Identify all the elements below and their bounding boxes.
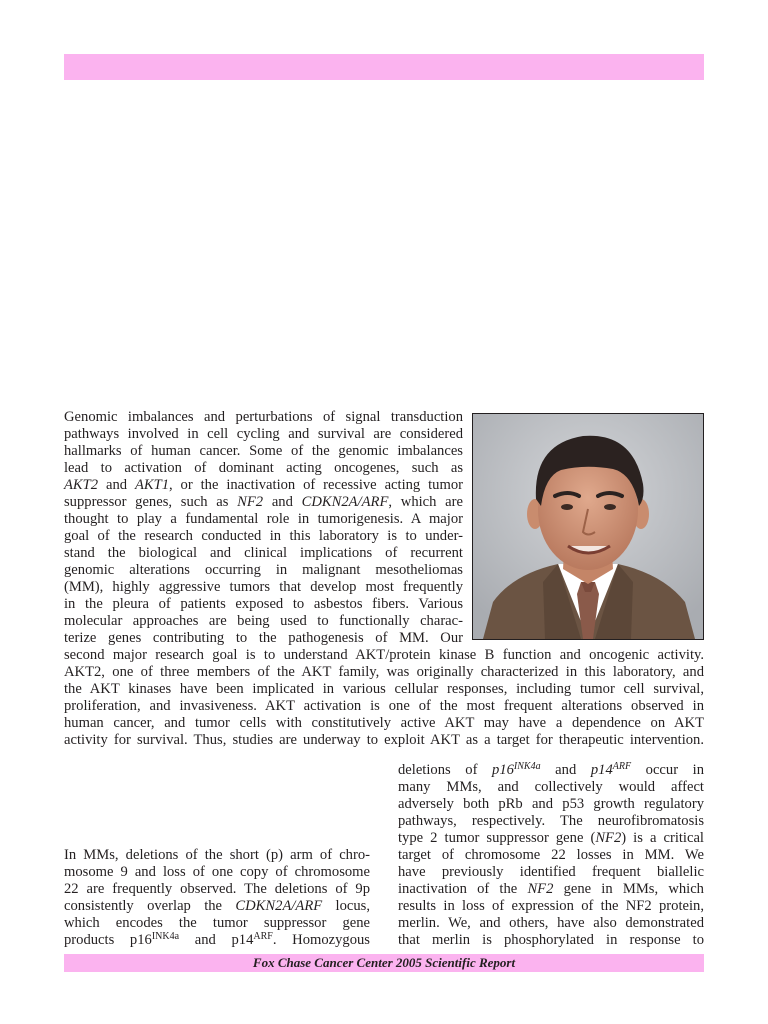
text-line: molecular approaches are being used to functionally charac-: [64, 613, 463, 629]
text-line: proliferation, and invasiveness. AKT activation is one of the most frequent alterations observed in: [64, 698, 704, 714]
text-line: [398, 830, 704, 847]
superscript-text: INK4a: [513, 761, 541, 772]
text-run: type 2 tumor suppressor gene (: [398, 830, 596, 846]
text-line: [398, 881, 704, 898]
text-line: which encodes the tumor suppressor gene: [64, 915, 370, 931]
footer-title: Fox Chase Cancer Center 2005 Scientific Report: [252, 955, 516, 970]
text-run: locus,: [322, 898, 370, 914]
left-column-paragraph: [64, 847, 370, 949]
text-run: , or the inactivation of recessive acting tumor: [169, 477, 463, 493]
text-run: and: [540, 762, 591, 778]
gene-name: AKT1: [134, 477, 169, 493]
text-line: many MMs, and collectively would affect: [398, 779, 704, 795]
text-line: that merlin is phosphorylated in response to: [398, 932, 704, 948]
superscript: [514, 761, 541, 772]
text-line: hallmarks of human cancer. Some of the genomic imbalances: [64, 443, 463, 459]
text-line: genomic alterations occurring in malignant mesotheliomas: [64, 562, 463, 578]
text-line: [64, 494, 463, 511]
text-run: suppressor genes, such as: [64, 494, 238, 510]
text-line: 22 are frequently observed. The deletions of 9p: [64, 881, 370, 897]
text-line: goal of the research conducted in this laboratory is to under-: [64, 528, 463, 544]
text-line: target of chromosome 22 losses in MM. We: [398, 847, 704, 863]
text-run: ) is a critical: [621, 830, 704, 846]
text-run: gene in MMs, which: [553, 881, 704, 897]
gene-name: p14: [590, 762, 613, 778]
text-line: terize genes contributing to the pathogenesis of MM. Our: [64, 630, 463, 646]
superscript: ARF: [253, 931, 273, 942]
text-run: products p16: [64, 932, 152, 948]
text-line: in the pleura of patients exposed to asbestos fibers. Various: [64, 596, 463, 612]
gene-name: NF2: [527, 881, 554, 897]
text-run: and: [263, 494, 302, 510]
intro-paragraph-continued: [64, 647, 704, 749]
gene-name: NF2: [595, 830, 622, 846]
superscript: INK4a: [151, 931, 180, 942]
gene-name: NF2: [237, 494, 264, 510]
text-run: deletions of: [398, 762, 493, 778]
text-run: and p14: [179, 932, 254, 948]
text-line: [64, 477, 463, 494]
text-line: AKT2, one of three members of the AKT family, was originally characterized in this laboratory, and: [64, 664, 704, 680]
text-line: pathways involved in cell cycling and survival are considered: [64, 426, 463, 442]
text-run: inactivation of the: [398, 881, 528, 897]
gene-name: AKT2: [64, 477, 99, 493]
gene-name: CDKN2A/ARF: [235, 898, 323, 914]
text-line: (MM), highly aggressive tumors that develop most frequently: [64, 579, 463, 595]
text-line: In MMs, deletions of the short (p) arm of chro-: [64, 847, 370, 863]
text-line: results in loss of expression of the NF2 protein,: [398, 898, 704, 914]
text-line: human cancer, and tumor cells with constitutively active AKT may have a dependence on AKT: [64, 715, 704, 731]
text-line: mosome 9 and loss of one copy of chromosome: [64, 864, 370, 880]
text-line: thought to play a fundamental role in tumorigenesis. A major: [64, 511, 463, 527]
header-band: [64, 54, 704, 80]
text-line: second major research goal is to understand AKT/protein kinase B function and oncogenic activity.: [64, 647, 704, 663]
text-line: pathways, respectively. The neurofibromatosis: [398, 813, 704, 829]
text-line: activity for survival. Thus, studies are underway to exploit AKT as a target for therapeutic intervention.: [64, 732, 704, 748]
text-line: [398, 762, 704, 779]
text-line: merlin. We, and others, have also demonstrated: [398, 915, 704, 931]
text-line: [64, 932, 370, 949]
text-run: consistently overlap the: [64, 898, 236, 914]
portrait-photo-icon: [473, 414, 703, 639]
text-line: have previously identified frequent biallelic: [398, 864, 704, 880]
text-run: , which are: [388, 494, 463, 510]
text-line: adversely both pRb and p53 growth regulatory: [398, 796, 704, 812]
researcher-portrait: [472, 413, 704, 640]
right-column-paragraph: [398, 762, 704, 949]
text-line: the AKT kinases have been implicated in various cellular responses, including tumor cell survival,: [64, 681, 704, 697]
text-run: occur in: [631, 762, 704, 778]
text-line: stand the biological and clinical implications of recurrent: [64, 545, 463, 561]
footer-band: [64, 954, 704, 972]
gene-name: CDKN2A/ARF: [301, 494, 389, 510]
text-line: [64, 898, 370, 915]
text-run: and: [98, 477, 135, 493]
gene-name: p16: [492, 762, 514, 778]
text-line: Genomic imbalances and perturbations of signal transduction: [64, 409, 463, 425]
superscript: [613, 761, 631, 772]
intro-paragraph: [64, 409, 463, 647]
text-run: . Homozygous: [272, 932, 370, 948]
text-line: lead to activation of dominant acting oncogenes, such as: [64, 460, 463, 476]
superscript-text: ARF: [612, 761, 632, 772]
